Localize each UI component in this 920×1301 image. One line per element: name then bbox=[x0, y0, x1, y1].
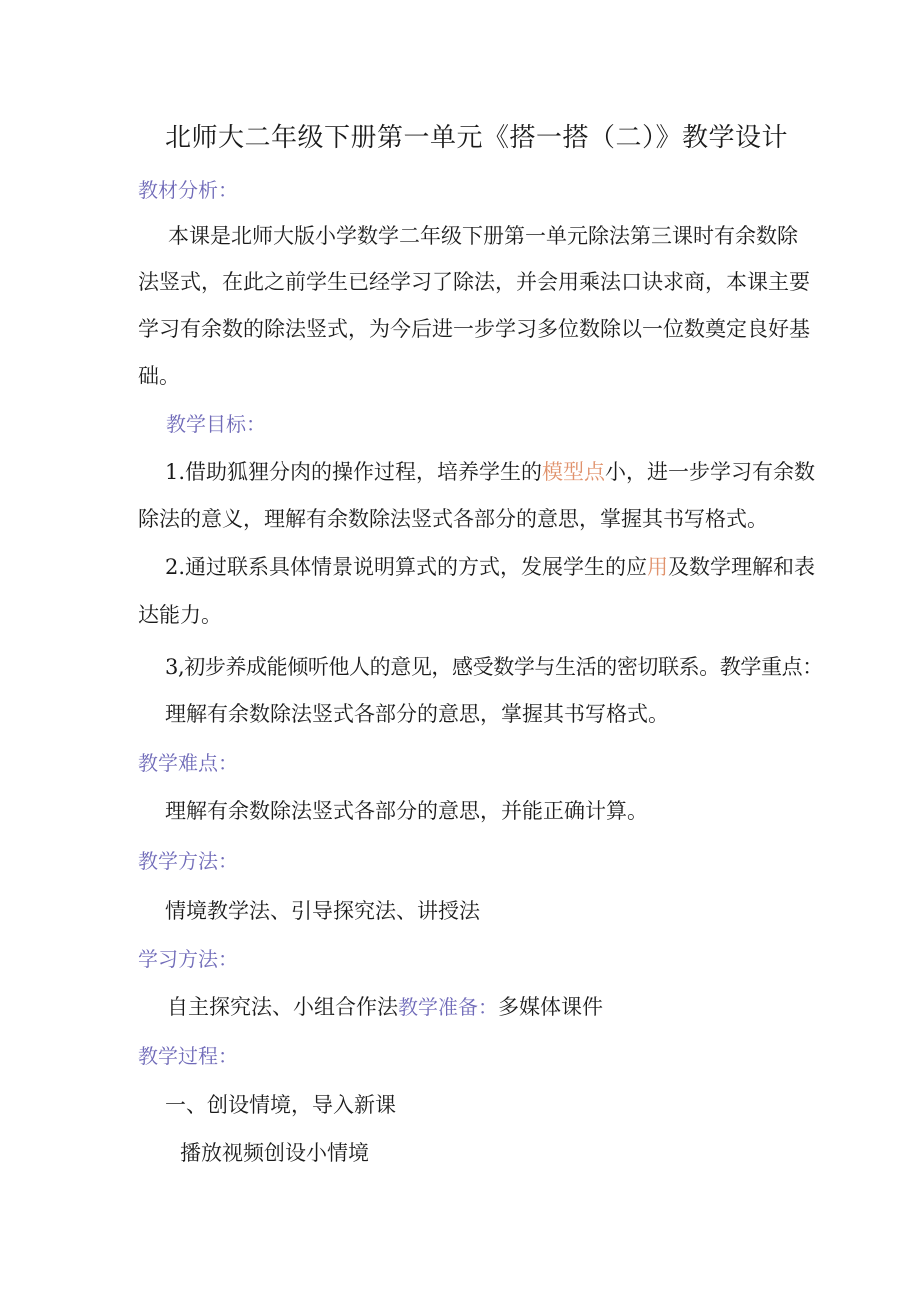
prep-text: 多媒体课件 bbox=[498, 995, 603, 1019]
process-heading: 教学过程： bbox=[138, 1044, 238, 1068]
analysis-line-3: 学习有余数的除法竖式，为今后进一步学习多位数除以一位数奠定良好基 bbox=[138, 317, 810, 341]
goal-2-line-1 bbox=[165, 553, 815, 581]
step-1-heading: 一、创设情境，导入新课 bbox=[165, 1093, 396, 1117]
method-heading: 教学方法： bbox=[138, 849, 238, 873]
document-title: 北师大二年级下册第一单元《搭一搭（二）》教学设计 bbox=[165, 123, 789, 153]
key-point: 理解有余数除法竖式各部分的意思，掌握其书写格式。 bbox=[165, 702, 669, 726]
method-text: 情境教学法、引导探究法、讲授法 bbox=[165, 899, 480, 923]
difficulty-heading: 教学难点： bbox=[138, 751, 238, 775]
goals-heading: 教学目标： bbox=[166, 412, 266, 436]
goal-3: 3,初步养成能倾听他人的意见，感受数学与生活的密切联系。教学重点： bbox=[165, 655, 823, 679]
analysis-line-4: 础。 bbox=[138, 364, 180, 388]
goal-2-text-a: 2.通过联系具体情景说明算式的方式，发展学生的应 bbox=[165, 555, 648, 579]
prep-heading: 教学准备： bbox=[398, 995, 498, 1019]
learning-prep-line bbox=[167, 993, 603, 1021]
analysis-line-2: 法竖式，在此之前学生已经学习了除法，并会用乘法口诀求商，本课主要 bbox=[138, 270, 810, 294]
goal-1-text-b: 小，进一步学习有余数 bbox=[605, 460, 816, 484]
learning-heading: 学习方法： bbox=[138, 947, 238, 971]
goal-1-line-1 bbox=[165, 458, 815, 486]
step-1-detail: 播放视频创设小情境 bbox=[180, 1141, 369, 1165]
goal-2-text-b: 及数学理解和表 bbox=[668, 555, 816, 579]
goal-1-highlight: 模型点 bbox=[542, 460, 606, 484]
goal-1-text-a: 1.借助狐狸分肉的操作过程，培养学生的 bbox=[165, 460, 543, 484]
difficulty-text: 理解有余数除法竖式各部分的意思，并能正确计算。 bbox=[165, 799, 648, 823]
goal-2-line-2: 达能力。 bbox=[138, 603, 222, 627]
learning-text: 自主探究法、小组合作法 bbox=[167, 995, 398, 1019]
analysis-heading: 教材分析： bbox=[138, 178, 238, 202]
analysis-line-1: 本课是北师大版小学数学二年级下册第一单元除法第三课时有余数除 bbox=[168, 224, 798, 248]
goal-2-highlight: 用 bbox=[647, 555, 669, 579]
goal-1-line-2: 除法的意义，理解有余数除法竖式各部分的意思，掌握其书写格式。 bbox=[138, 507, 768, 531]
